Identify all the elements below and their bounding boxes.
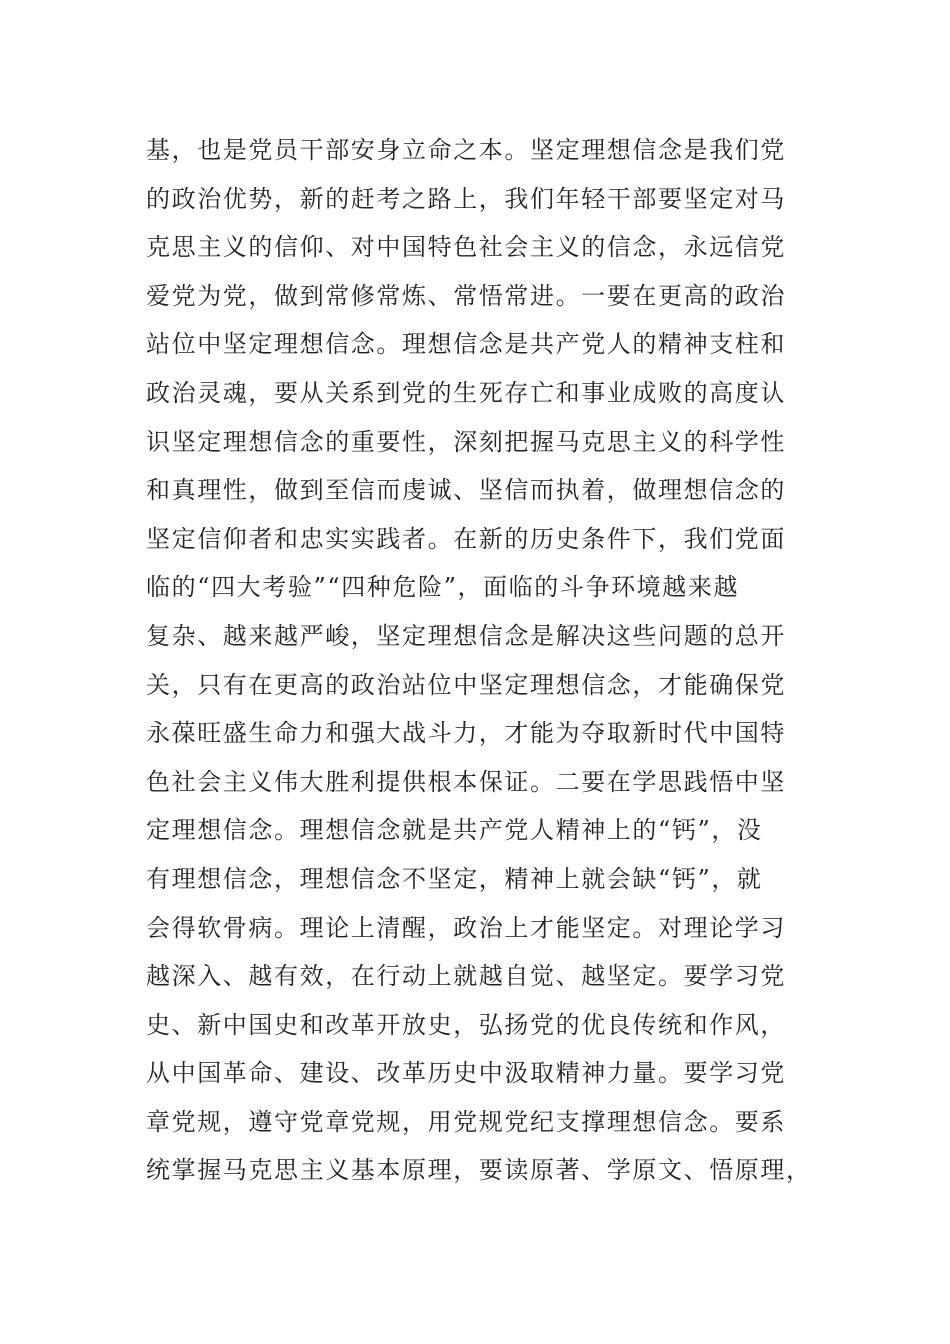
text-line: 永葆旺盛生命力和强大战斗力，才能为夺取新时代中国特 — [146, 719, 786, 748]
text-line: 临的“四大考验”“四种危险”，面临的斗争环境越来越 — [146, 573, 740, 602]
text-line: 色社会主义伟大胜利提供根本保证。二要在学思践悟中坚 — [146, 767, 786, 796]
text-line: 统掌握马克思主义基本原理，要读原著、学原文、悟原理， — [146, 1156, 812, 1185]
text-line: 史、新中国史和改革开放史，弘扬党的优良传统和作风， — [146, 1010, 786, 1039]
text-line: 政治灵魂，要从关系到党的生死存亡和事业成败的高度认 — [146, 378, 786, 407]
body-text — [146, 126, 812, 1195]
text-line: 识坚定理想信念的重要性，深刻把握马克思主义的科学性 — [146, 427, 786, 456]
text-line: 克思主义的信仰、对中国特色社会主义的信念，永远信党 — [146, 233, 786, 262]
text-line: 的政治优势，新的赶考之路上，我们年轻干部要坚定对马 — [146, 184, 786, 213]
text-line: 基，也是党员干部安身立命之本。坚定理想信念是我们党 — [146, 136, 786, 164]
text-line: 和真理性，做到至信而虔诚、坚信而执着，做理想信念的 — [146, 476, 786, 505]
text-line: 越深入、越有效，在行动上就越自觉、越坚定。要学习党 — [146, 962, 786, 991]
text-line: 坚定信仰者和忠实实践者。在新的历史条件下，我们党面 — [146, 524, 786, 553]
text-line: 关，只有在更高的政治站位中坚定理想信念，才能确保党 — [146, 670, 786, 699]
text-line: 会得软骨病。理论上清醒，政治上才能坚定。对理论学习 — [146, 913, 786, 942]
text-line: 从中国革命、建设、改革历史中汲取精神力量。要学习党 — [146, 1059, 786, 1088]
text-line: 站位中坚定理想信念。理想信念是共产党人的精神支柱和 — [146, 330, 786, 359]
text-line: 复杂、越来越严峻，坚定理想信念是解决这些问题的总开 — [146, 621, 786, 650]
text-line: 定理想信念。理想信念就是共产党人精神上的“钙”，没 — [146, 816, 763, 845]
text-line: 有理想信念，理想信念不坚定，精神上就会缺“钙”，就 — [146, 864, 763, 893]
text-line: 爱党为党，做到常修常炼、常悟常进。一要在更高的政治 — [146, 281, 786, 310]
text-line: 章党规，遵守党章党规，用党规党纪支撑理想信念。要系 — [146, 1107, 786, 1136]
